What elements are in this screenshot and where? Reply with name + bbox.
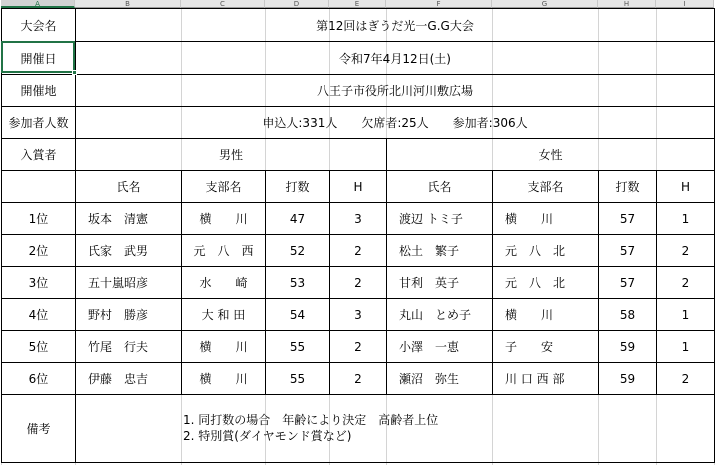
women-name: 甘利 英子	[399, 276, 460, 290]
men-name: 竹尾 行夫	[88, 340, 149, 354]
men-h: 2	[354, 339, 362, 354]
label-winners: 入賞者	[20, 148, 57, 162]
rank-label: 5位	[28, 340, 49, 354]
men-name: 野村 勝彦	[88, 308, 149, 322]
men-score: 55	[289, 371, 306, 386]
column-label: 打数	[615, 180, 640, 194]
event-name-value: 第12回はぎうだ光一G.G大会	[316, 18, 474, 33]
column-header-h[interactable]: H	[598, 0, 656, 8]
women-h: 1	[681, 307, 690, 322]
men-score: 54	[289, 307, 306, 322]
men-h: 2	[354, 243, 362, 258]
men-h: 3	[354, 211, 362, 226]
rank-label: 3位	[28, 276, 49, 290]
women-name: 松土 繁子	[399, 244, 460, 258]
women-branch: 子 安	[505, 340, 554, 354]
men-branch: 横 川	[199, 212, 248, 226]
label-remarks: 備考	[26, 422, 51, 436]
women-score: 59	[619, 339, 636, 354]
men-score: 52	[289, 243, 306, 258]
column-label: 支部名	[205, 180, 242, 194]
men-h: 3	[354, 307, 362, 322]
women-h: 1	[681, 339, 690, 354]
men-branch: 大 和 田	[201, 308, 246, 322]
column-label: H	[680, 179, 691, 194]
remark-line: 1. 同打数の場合 年齢により決定 高齢者上位	[183, 413, 439, 427]
women-h: 2	[681, 275, 690, 290]
venue-value: 八王子市役所北川河川敷広場	[316, 84, 473, 98]
women-h: 2	[681, 243, 690, 258]
women-score: 58	[619, 307, 636, 322]
men-h: 2	[354, 371, 362, 386]
women-branch: 元 八 北	[505, 244, 566, 258]
men-name: 坂本 清憲	[88, 212, 149, 226]
men-name: 氏家 武男	[88, 244, 149, 258]
column-header-d[interactable]: D	[265, 0, 329, 8]
men-h: 2	[354, 275, 362, 290]
men-branch: 元 八 西	[193, 244, 254, 258]
label-event-name: 大会名	[20, 18, 57, 33]
women-branch: 元 八 北	[505, 276, 566, 290]
column-header-b[interactable]: B	[75, 0, 181, 8]
women-h: 1	[681, 211, 690, 226]
column-label: 氏名	[427, 180, 452, 194]
women-score: 57	[619, 243, 636, 258]
remark-line: 2. 特別賞(ダイヤモンド賞など)	[183, 429, 352, 443]
remarks-notes	[183, 412, 438, 444]
women-branch: 川 口 西 部	[505, 372, 565, 386]
participants-value: 申込人:331人 欠席者:25人 参加者:306人	[262, 116, 528, 130]
men-branch: 水 崎	[199, 276, 248, 290]
column-label: H	[353, 179, 363, 194]
men-branch: 横 川	[199, 372, 248, 386]
column-header-g[interactable]: G	[492, 0, 598, 8]
label-date: 開催日	[20, 51, 57, 66]
column-label: 支部名	[527, 180, 564, 194]
active-cell-selection[interactable]	[1, 41, 75, 73]
column-label: 氏名	[116, 180, 141, 194]
rank-label: 2位	[28, 244, 49, 258]
women-branch: 横 川	[505, 212, 554, 226]
women-header: 女性	[538, 148, 563, 162]
women-h: 2	[681, 371, 690, 386]
men-name: 五十嵐昭彦	[88, 276, 149, 290]
women-score: 59	[619, 371, 636, 386]
men-branch: 横 川	[199, 340, 248, 354]
men-header: 男性	[218, 148, 243, 162]
border-line	[1, 462, 715, 463]
fill-handle[interactable]	[72, 70, 77, 75]
column-header-f[interactable]: F	[386, 0, 492, 8]
date-value: 令和7年4月12日(土)	[339, 51, 451, 66]
border-line	[1, 394, 715, 395]
column-header-c[interactable]: C	[181, 0, 265, 8]
label-participants: 参加者人数	[8, 116, 69, 130]
men-score: 55	[289, 339, 306, 354]
rank-label: 6位	[28, 372, 49, 386]
women-name: 瀬沼 弥生	[399, 372, 460, 386]
label-venue: 開催地	[20, 84, 57, 98]
men-score: 47	[289, 211, 306, 226]
women-name: 小澤 一恵	[399, 340, 460, 354]
men-name: 伊藤 忠吉	[88, 372, 149, 386]
women-name: 丸山 とめ子	[399, 308, 472, 322]
column-header-a[interactable]: A	[1, 0, 75, 8]
rank-label: 4位	[28, 308, 49, 322]
column-header-i[interactable]: I	[656, 0, 714, 8]
women-name: 渡辺 トミ子	[399, 212, 463, 226]
women-score: 57	[619, 275, 636, 290]
column-header-e[interactable]: E	[329, 0, 386, 8]
men-score: 53	[289, 275, 306, 290]
women-score: 57	[619, 211, 636, 226]
column-label: 打数	[285, 180, 310, 194]
women-branch: 横 川	[505, 308, 554, 322]
rank-label: 1位	[28, 212, 49, 226]
